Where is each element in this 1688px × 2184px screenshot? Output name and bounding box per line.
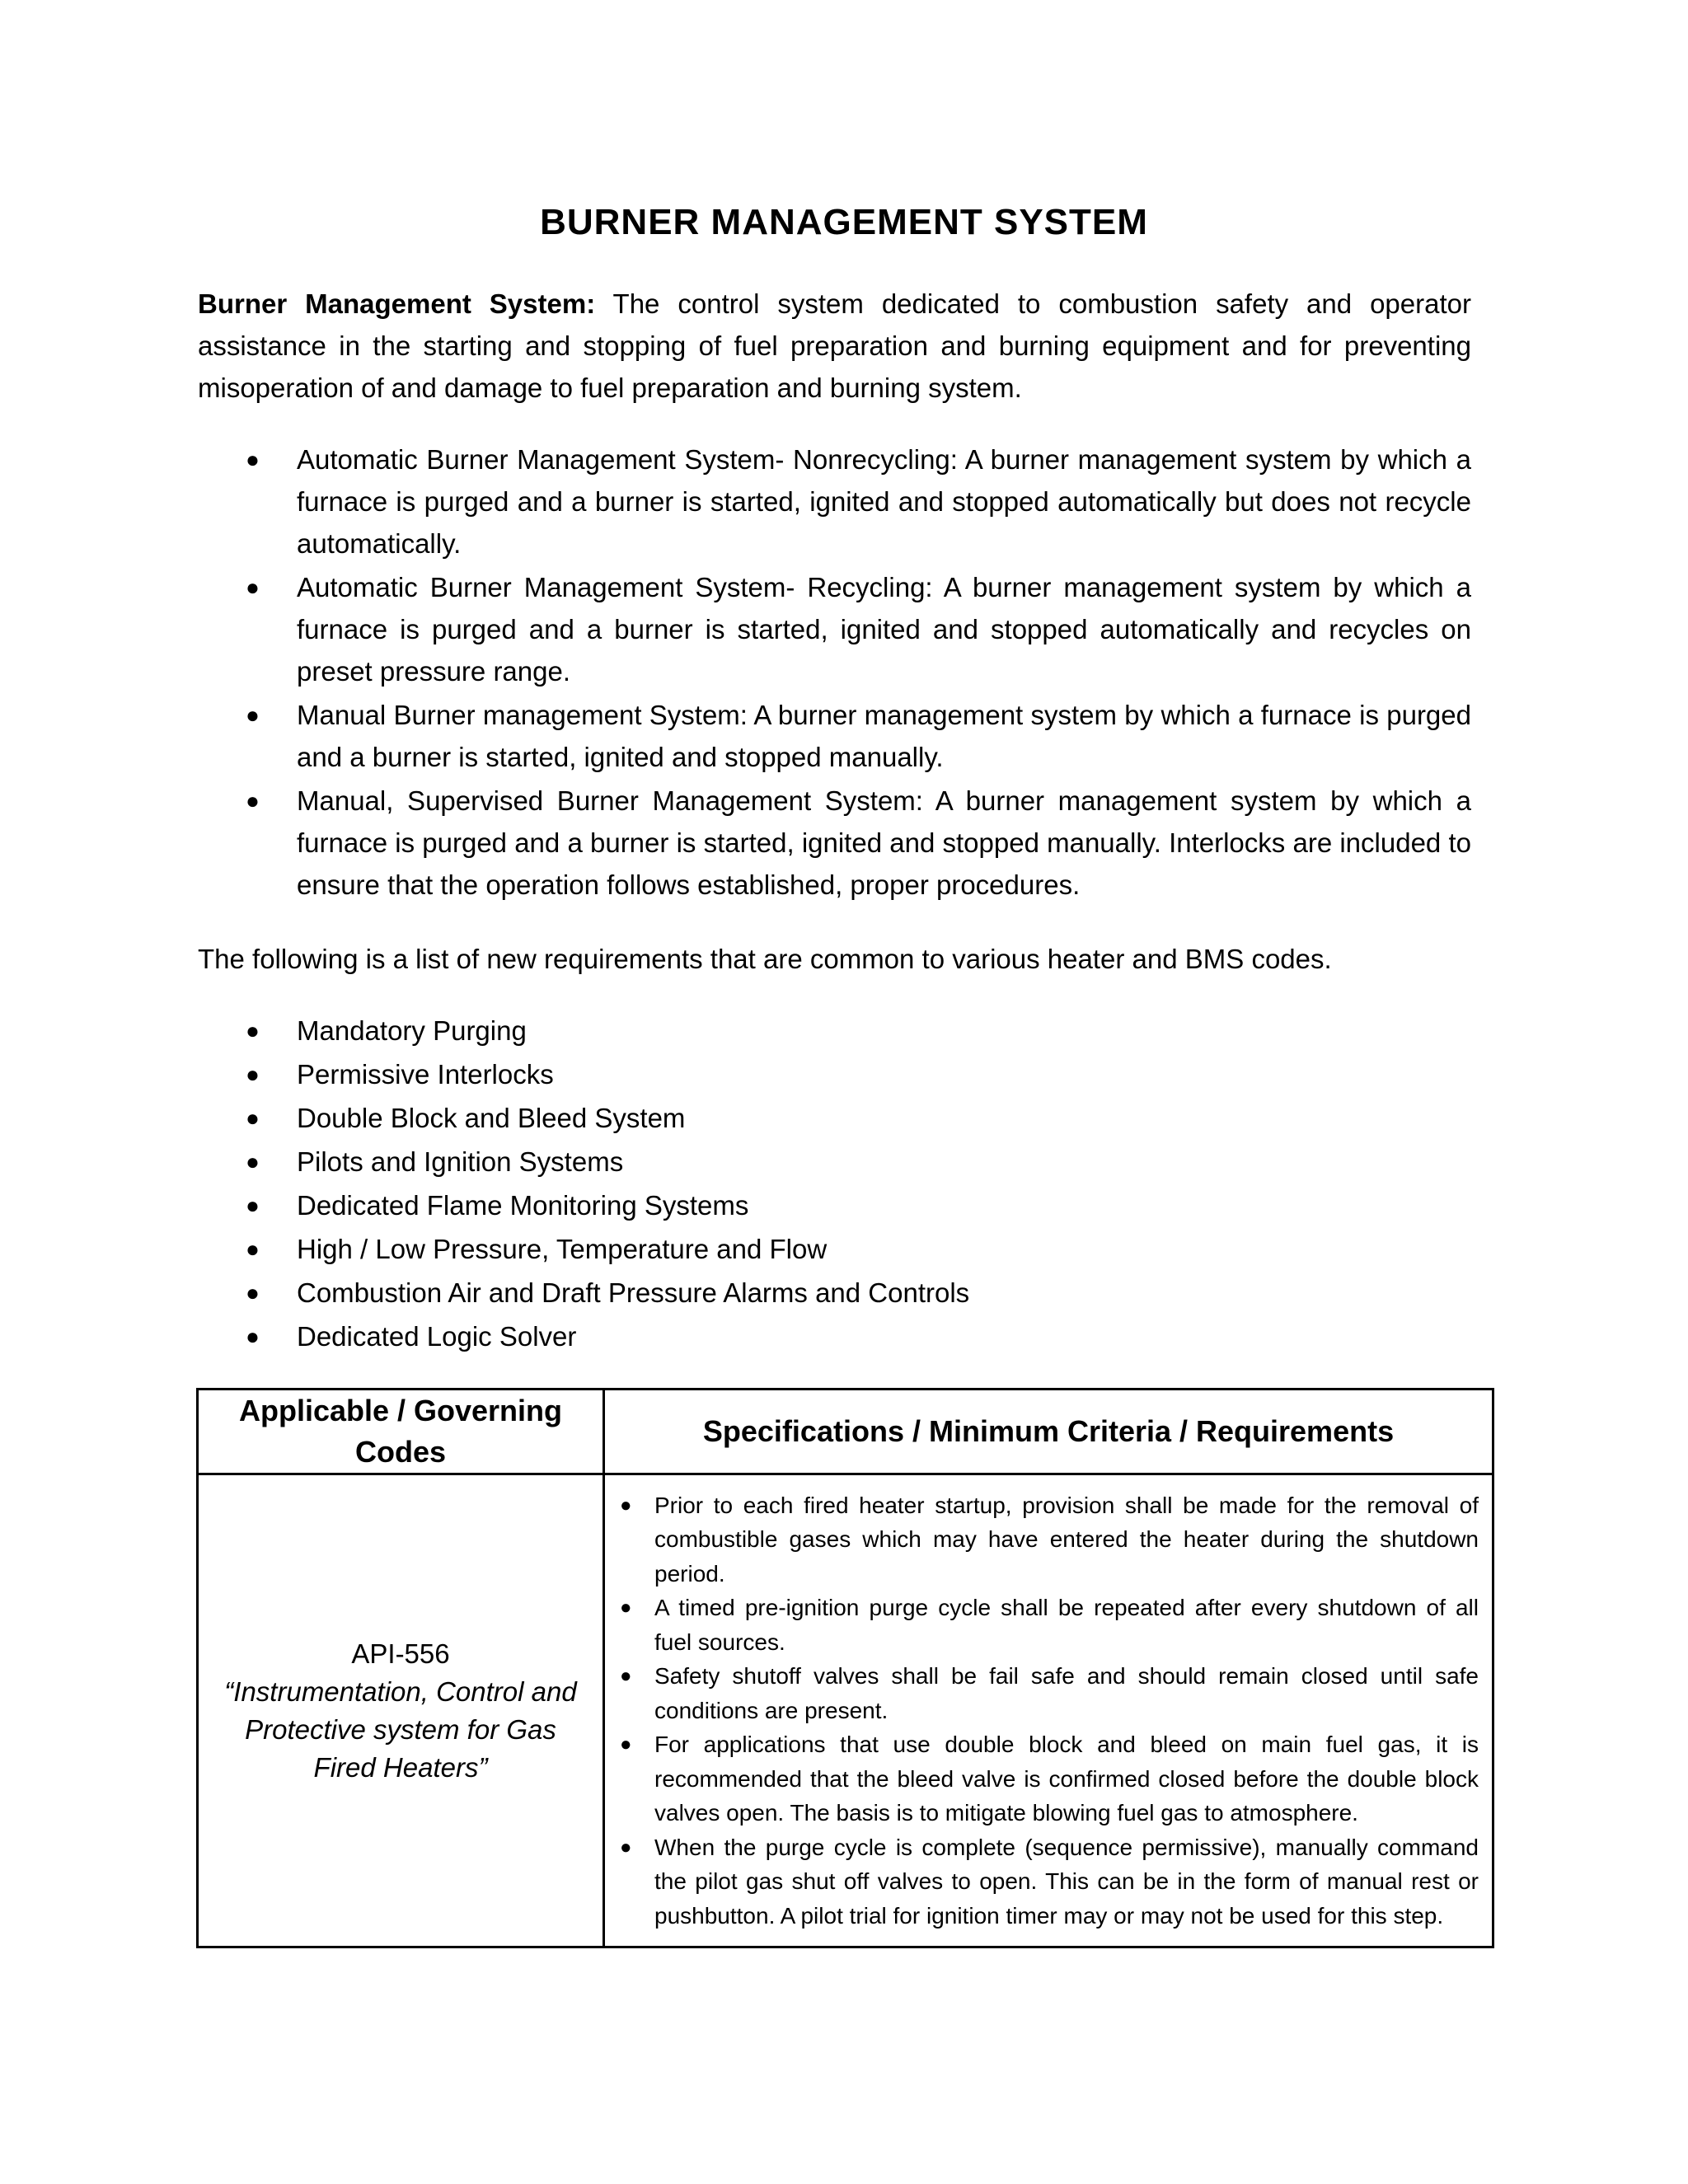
list-item: ● High / Low Pressure, Temperature and Flow	[198, 1227, 1471, 1271]
list-item: ● Double Block and Bleed System	[198, 1096, 1471, 1140]
code-title: “Instrumentation, Control and Protective system for Gas Fired Heaters”	[224, 1675, 577, 1783]
bullet-icon: ●	[246, 574, 260, 600]
bullet-icon: ●	[246, 1324, 260, 1349]
intro-paragraph	[198, 283, 1471, 409]
list-item: ● Pilots and Ignition Systems	[198, 1140, 1471, 1183]
bullet-icon: ●	[246, 1236, 260, 1262]
code-cell	[198, 1474, 604, 1947]
bullet-icon: ●	[246, 1018, 260, 1043]
requirements-intro: The following is a list of new requirements that are common to various heater and BMS codes.	[198, 944, 1332, 974]
bullet-icon: ●	[246, 1149, 260, 1174]
list-item: ● Manual, Supervised Burner Management System: A burner management system by which a furnace is purged and a burner is started, ignited and stopped manually. Interlocks are included to ensure that the operation follows established, proper procedures.	[198, 780, 1471, 906]
header-specs: Specifications / Minimum Criteria / Requirements	[604, 1390, 1493, 1474]
intro-definition: The control system dedicated to combustion safety and operator assistance in the starting and stopping of fuel preparation and burning equipment and for preventing misoperation of and damage to fuel preparation and burning system.	[198, 288, 1471, 403]
bullet-icon: ●	[620, 1733, 632, 1756]
list-item: ● When the purge cycle is complete (sequence permissive), manually command the pilot gas shut off valves to open. This can be in the form of manual rest or pushbutton. A pilot trial for ignition timer may or may not be used for this step.	[605, 1830, 1479, 1933]
bullet-icon: ●	[246, 788, 260, 813]
list-item: ● A timed pre-ignition purge cycle shall be repeated after every shutdown of all fuel sources.	[605, 1591, 1479, 1659]
intro-term: Burner Management System:	[198, 288, 596, 319]
system-types-list	[198, 438, 1471, 907]
table-row	[198, 1474, 1493, 1947]
list-item: ● Automatic Burner Management System- Nonrecycling: A burner management system by which a furnace is purged and a burner is started, ignited and stopped automatically but does not recycle automatically.	[198, 438, 1471, 565]
list-item: ● Permissive Interlocks	[198, 1052, 1471, 1096]
list-item: ● Prior to each fired heater startup, provision shall be made for the removal of combustible gases which may have entered the heater during the shutdown period.	[605, 1488, 1479, 1591]
bullet-icon: ●	[246, 702, 260, 728]
list-item: ● Automatic Burner Management System- Recycling: A burner management system by which a furnace is purged and a burner is started, ignited and stopped automatically and recycles on preset pressure range.	[198, 566, 1471, 692]
requirements-list	[198, 1009, 1471, 1358]
list-item: ● Dedicated Logic Solver	[198, 1315, 1471, 1358]
bullet-icon: ●	[620, 1665, 632, 1688]
table-header-row	[198, 1390, 1493, 1474]
page-title: BURNER MANAGEMENT SYSTEM	[540, 202, 1148, 242]
list-item: ● Combustion Air and Draft Pressure Alarms and Controls	[198, 1271, 1471, 1315]
specs-list	[605, 1488, 1479, 1933]
list-item: ● For applications that use double block and bleed on main fuel gas, it is recommended that the bleed valve is confirmed closed before the double block valves open. The basis is to mitigate blowing fuel gas to atmosphere.	[605, 1727, 1479, 1830]
list-item: ● Dedicated Flame Monitoring Systems	[198, 1183, 1471, 1227]
list-item: ● Manual Burner management System: A burner management system by which a furnace is purged and a burner is started, ignited and stopped manually.	[198, 694, 1471, 778]
bullet-icon: ●	[246, 1105, 260, 1131]
header-codes: Applicable / Governing Codes	[198, 1390, 604, 1474]
codes-requirements-table	[196, 1388, 1494, 1948]
list-item: ● Safety shutoff valves shall be fail safe and should remain closed until safe conditions are present.	[605, 1659, 1479, 1727]
bullet-icon: ●	[620, 1835, 632, 1858]
code-name: API-556	[351, 1638, 450, 1669]
specs-cell	[604, 1474, 1493, 1947]
bullet-icon: ●	[246, 1280, 260, 1305]
list-item: ● Mandatory Purging	[198, 1009, 1471, 1052]
bullet-icon: ●	[620, 1596, 632, 1619]
bullet-icon: ●	[246, 1062, 260, 1087]
bullet-icon: ●	[246, 1193, 260, 1218]
bullet-icon: ●	[620, 1493, 632, 1516]
bullet-icon: ●	[246, 447, 260, 472]
